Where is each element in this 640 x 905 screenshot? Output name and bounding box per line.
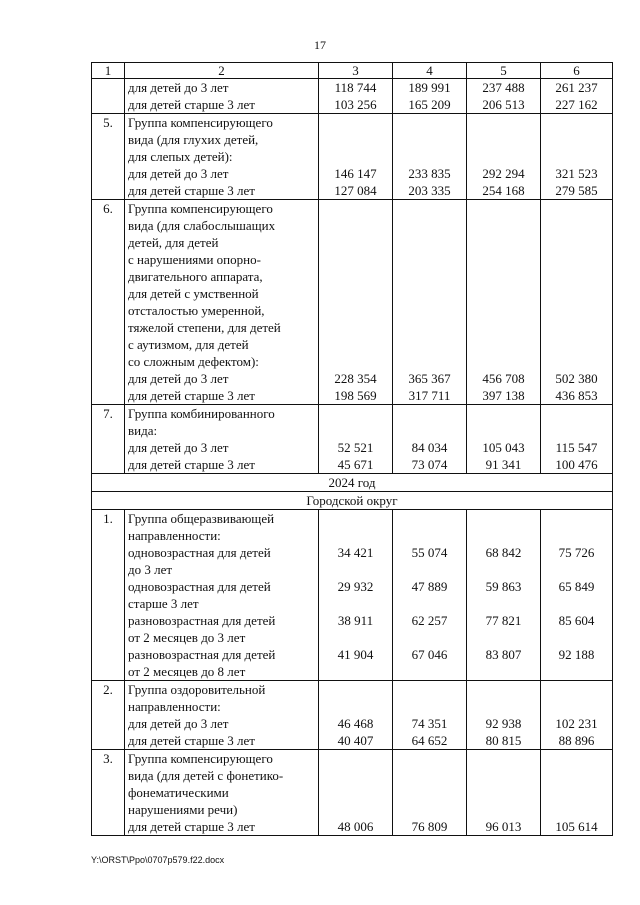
- value-line: 233 835: [408, 166, 451, 181]
- value-line: 115 547: [555, 440, 598, 455]
- row-number-text: 6.: [103, 201, 113, 216]
- value-line: [467, 698, 540, 715]
- value-line: 198 569: [334, 388, 377, 403]
- description-line: для детей старше 3 лет: [128, 733, 255, 748]
- value-line: [467, 353, 540, 370]
- value-line: [319, 784, 392, 801]
- row-number: [92, 510, 125, 681]
- value-line: 59 863: [485, 579, 522, 594]
- value-line: 105 614: [555, 819, 598, 834]
- value-line: [467, 422, 540, 439]
- value-cell: [319, 79, 393, 114]
- value-line: 46 468: [337, 716, 374, 731]
- year-heading-row: [92, 474, 613, 492]
- value-line: [393, 784, 466, 801]
- value-line: [467, 131, 540, 148]
- value-line: [319, 405, 392, 422]
- value-line: 92 188: [558, 647, 595, 662]
- description-line: двигательного аппарата,: [128, 269, 263, 284]
- value-line: [319, 251, 392, 268]
- value-line: [467, 629, 540, 646]
- file-path-footer: Y:\ORST\Ppo\0707p579.f22.docx: [91, 855, 225, 865]
- value-line: [467, 750, 540, 767]
- value-line: [319, 114, 392, 131]
- value-line: [393, 285, 466, 302]
- row-number: [92, 750, 125, 836]
- year-heading: 2024 год: [92, 474, 613, 492]
- value-line: 34 421: [337, 545, 374, 560]
- value-line: [541, 114, 612, 131]
- description-line: для детей до 3 лет: [128, 166, 229, 181]
- value-line: [393, 336, 466, 353]
- value-line: [541, 405, 612, 422]
- value-line: 103 256: [334, 97, 377, 112]
- value-cell: [393, 79, 467, 114]
- value-line: [541, 336, 612, 353]
- value-cell: [319, 681, 393, 750]
- value-line: [393, 663, 466, 680]
- value-line: [319, 663, 392, 680]
- value-line: [319, 148, 392, 165]
- description-line: для детей до 3 лет: [128, 80, 229, 95]
- value-cell: [541, 114, 613, 200]
- value-line: [319, 595, 392, 612]
- value-line: [319, 200, 392, 217]
- value-line: 397 138: [482, 388, 525, 403]
- value-cell: [541, 405, 613, 474]
- value-cell: [541, 681, 613, 750]
- row-description: [125, 681, 319, 750]
- value-line: 84 034: [411, 440, 448, 455]
- column-header: 5: [467, 63, 541, 79]
- description-line: одновозрастная для детей: [128, 579, 271, 594]
- value-line: [319, 268, 392, 285]
- value-line: [541, 561, 612, 578]
- description-line: от 2 месяцев до 8 лет: [128, 664, 246, 679]
- description-line: разновозрастная для детей: [128, 647, 276, 662]
- value-line: 227 162: [555, 97, 598, 112]
- value-line: [319, 422, 392, 439]
- description-line: разновозрастная для детей: [128, 613, 276, 628]
- row-number: [92, 79, 125, 114]
- description-line: для детей до 3 лет: [128, 716, 229, 731]
- value-line: [393, 422, 466, 439]
- description-line: для слепых детей):: [128, 149, 233, 164]
- value-line: [319, 234, 392, 251]
- value-line: [393, 200, 466, 217]
- value-line: [541, 302, 612, 319]
- column-header: 2: [125, 63, 319, 79]
- description-line: для детей старше 3 лет: [128, 819, 255, 834]
- value-line: [393, 561, 466, 578]
- row-number: [92, 405, 125, 474]
- value-line: 88 896: [558, 733, 595, 748]
- value-cell: [319, 750, 393, 836]
- value-line: [541, 595, 612, 612]
- value-line: [393, 405, 466, 422]
- description-line: вида (для детей с фонетико-: [128, 768, 284, 783]
- value-line: 105 043: [482, 440, 525, 455]
- description-line: для детей до 3 лет: [128, 440, 229, 455]
- description-line: Группа компенсирующего: [128, 751, 273, 766]
- row-description: [125, 200, 319, 405]
- value-line: 165 209: [408, 97, 451, 112]
- value-line: [467, 784, 540, 801]
- value-line: [393, 629, 466, 646]
- value-line: 292 294: [482, 166, 525, 181]
- value-line: [467, 285, 540, 302]
- value-line: [541, 510, 612, 527]
- value-line: [319, 629, 392, 646]
- table-row: [92, 200, 613, 405]
- value-line: 321 523: [555, 166, 598, 181]
- value-line: 76 809: [411, 819, 448, 834]
- description-line: Группа комбинированного: [128, 406, 275, 421]
- value-line: 100 476: [555, 457, 598, 472]
- value-line: [467, 595, 540, 612]
- value-cell: [319, 405, 393, 474]
- value-line: 67 046: [411, 647, 448, 662]
- value-line: [467, 114, 540, 131]
- value-line: [467, 302, 540, 319]
- value-cell: [319, 200, 393, 405]
- row-number: [92, 114, 125, 200]
- value-line: [541, 131, 612, 148]
- value-line: 74 351: [411, 716, 448, 731]
- value-cell: [393, 510, 467, 681]
- table-row: [92, 114, 613, 200]
- row-description: [125, 750, 319, 836]
- value-line: 365 367: [408, 371, 451, 386]
- value-line: [393, 353, 466, 370]
- value-line: [319, 767, 392, 784]
- value-line: [467, 405, 540, 422]
- page-number: 17: [314, 38, 326, 52]
- description-line: одновозрастная для детей: [128, 545, 271, 560]
- value-cell: [467, 750, 541, 836]
- row-number-text: 1.: [103, 511, 113, 526]
- value-line: 55 074: [411, 545, 448, 560]
- description-line: вида:: [128, 423, 158, 438]
- value-line: [319, 302, 392, 319]
- description-line: направленности:: [128, 528, 221, 543]
- value-line: [467, 217, 540, 234]
- value-line: 127 084: [334, 183, 377, 198]
- row-number-text: [92, 79, 124, 96]
- description-line: с нарушениями опорно-: [128, 252, 261, 267]
- value-line: 52 521: [337, 440, 374, 455]
- value-cell: [319, 114, 393, 200]
- description-line: Группа общеразвивающей: [128, 511, 275, 526]
- value-line: [319, 336, 392, 353]
- value-line: 502 380: [555, 371, 598, 386]
- value-line: [319, 131, 392, 148]
- value-line: 83 807: [485, 647, 522, 662]
- description-line: тяжелой степени, для детей: [128, 320, 281, 335]
- value-line: [393, 114, 466, 131]
- row-description: [125, 405, 319, 474]
- value-line: [467, 268, 540, 285]
- value-line: [467, 251, 540, 268]
- description-line: до 3 лет: [128, 562, 173, 577]
- value-line: 73 074: [411, 457, 448, 472]
- value-line: 228 354: [334, 371, 377, 386]
- value-cell: [467, 114, 541, 200]
- value-line: [541, 629, 612, 646]
- table-header-row: [92, 63, 613, 79]
- description-line: нарушениями речи): [128, 802, 238, 817]
- value-line: 456 708: [482, 371, 525, 386]
- description-line: для детей старше 3 лет: [128, 388, 255, 403]
- row-number-text: 7.: [103, 406, 113, 421]
- value-line: [467, 319, 540, 336]
- row-number: [92, 200, 125, 405]
- value-line: 96 013: [485, 819, 522, 834]
- value-line: [393, 319, 466, 336]
- value-line: 102 231: [555, 716, 598, 731]
- value-line: 436 853: [555, 388, 598, 403]
- value-cell: [467, 510, 541, 681]
- column-header: 1: [92, 63, 125, 79]
- description-line: для детей с умственной: [128, 286, 259, 301]
- value-line: [393, 698, 466, 715]
- value-line: [541, 234, 612, 251]
- value-line: [393, 595, 466, 612]
- value-line: 261 237: [555, 80, 598, 95]
- value-line: [467, 148, 540, 165]
- value-cell: [393, 114, 467, 200]
- description-line: направленности:: [128, 699, 221, 714]
- value-line: [393, 681, 466, 698]
- value-line: [541, 663, 612, 680]
- value-line: 65 849: [558, 579, 595, 594]
- value-line: 47 889: [411, 579, 448, 594]
- tariff-table: [91, 62, 613, 836]
- value-line: [467, 234, 540, 251]
- value-line: [541, 148, 612, 165]
- value-line: [319, 561, 392, 578]
- value-line: 118 744: [334, 80, 377, 95]
- value-line: [541, 285, 612, 302]
- value-cell: [541, 510, 613, 681]
- value-line: [541, 251, 612, 268]
- value-line: 45 671: [337, 457, 374, 472]
- value-line: [467, 561, 540, 578]
- value-cell: [467, 79, 541, 114]
- value-cell: [541, 750, 613, 836]
- description-line: Группа компенсирующего: [128, 115, 273, 130]
- value-cell: [467, 405, 541, 474]
- value-line: [393, 234, 466, 251]
- description-line: для детей до 3 лет: [128, 371, 229, 386]
- value-line: [467, 200, 540, 217]
- value-line: [319, 353, 392, 370]
- row-number-text: 5.: [103, 115, 113, 130]
- column-header: 4: [393, 63, 467, 79]
- value-line: 146 147: [334, 166, 377, 181]
- row-number-text: 2.: [103, 682, 113, 697]
- description-line: для детей старше 3 лет: [128, 457, 255, 472]
- value-line: 92 938: [485, 716, 522, 731]
- description-line: отсталостью умеренной,: [128, 303, 265, 318]
- value-line: [467, 767, 540, 784]
- description-line: фонематическими: [128, 785, 229, 800]
- value-cell: [541, 79, 613, 114]
- value-line: [467, 801, 540, 818]
- value-line: [541, 268, 612, 285]
- value-line: 40 407: [337, 733, 374, 748]
- value-line: 41 904: [337, 647, 374, 662]
- description-line: Группа компенсирующего: [128, 201, 273, 216]
- row-number-text: 3.: [103, 751, 113, 766]
- description-line: со сложным дефектом):: [128, 354, 259, 369]
- value-line: [319, 801, 392, 818]
- value-line: 85 604: [558, 613, 595, 628]
- value-line: [393, 251, 466, 268]
- row-description: [125, 114, 319, 200]
- value-line: [393, 750, 466, 767]
- value-line: [541, 767, 612, 784]
- value-line: [541, 698, 612, 715]
- table-row: [92, 510, 613, 681]
- value-line: [319, 681, 392, 698]
- description-line: от 2 месяцев до 3 лет: [128, 630, 246, 645]
- description-line: Группа оздоровительной: [128, 682, 266, 697]
- value-line: [393, 801, 466, 818]
- value-line: [541, 681, 612, 698]
- value-line: [467, 681, 540, 698]
- value-line: [541, 750, 612, 767]
- table-row: [92, 750, 613, 836]
- value-line: [319, 217, 392, 234]
- value-line: [541, 801, 612, 818]
- value-cell: [541, 200, 613, 405]
- value-line: [541, 200, 612, 217]
- value-line: [319, 527, 392, 544]
- value-line: 29 932: [337, 579, 374, 594]
- value-line: [393, 268, 466, 285]
- column-header: 3: [319, 63, 393, 79]
- value-line: [393, 148, 466, 165]
- value-line: [393, 131, 466, 148]
- value-line: [541, 422, 612, 439]
- value-cell: [319, 510, 393, 681]
- value-cell: [393, 405, 467, 474]
- value-line: 279 585: [555, 183, 598, 198]
- description-line: старше 3 лет: [128, 596, 199, 611]
- description-line: для детей старше 3 лет: [128, 97, 255, 112]
- value-line: [467, 336, 540, 353]
- value-line: [393, 510, 466, 527]
- value-line: [541, 353, 612, 370]
- value-line: [393, 217, 466, 234]
- value-line: 206 513: [482, 97, 525, 112]
- value-cell: [393, 750, 467, 836]
- value-line: 68 842: [485, 545, 522, 560]
- value-line: [541, 319, 612, 336]
- description-line: с аутизмом, для детей: [128, 337, 249, 352]
- value-line: [319, 698, 392, 715]
- value-cell: [467, 200, 541, 405]
- district-heading: Городской округ: [92, 492, 613, 510]
- value-line: [541, 527, 612, 544]
- value-line: 64 652: [411, 733, 448, 748]
- value-line: 38 911: [337, 613, 374, 628]
- column-header: 6: [541, 63, 613, 79]
- value-line: [393, 527, 466, 544]
- value-line: [319, 319, 392, 336]
- description-line: детей, для детей: [128, 235, 219, 250]
- value-cell: [393, 200, 467, 405]
- value-line: 254 168: [482, 183, 525, 198]
- value-line: [467, 527, 540, 544]
- row-number: [92, 681, 125, 750]
- value-cell: [393, 681, 467, 750]
- value-line: [319, 750, 392, 767]
- table-row: [92, 79, 613, 114]
- value-line: 77 821: [485, 613, 522, 628]
- value-line: [393, 302, 466, 319]
- value-line: 48 006: [337, 819, 374, 834]
- description-line: вида (для глухих детей,: [128, 132, 259, 147]
- value-line: [319, 285, 392, 302]
- value-line: 80 815: [485, 733, 522, 748]
- value-line: 189 991: [408, 80, 451, 95]
- value-line: [467, 510, 540, 527]
- value-line: 62 257: [411, 613, 448, 628]
- row-description: [125, 79, 319, 114]
- value-line: [467, 663, 540, 680]
- value-line: [393, 767, 466, 784]
- value-line: 91 341: [485, 457, 522, 472]
- description-line: вида (для слабослышащих: [128, 218, 276, 233]
- value-line: 203 335: [408, 183, 451, 198]
- description-line: для детей старше 3 лет: [128, 183, 255, 198]
- table-row: [92, 681, 613, 750]
- district-heading-row: [92, 492, 613, 510]
- value-line: [319, 510, 392, 527]
- value-line: 237 488: [482, 80, 525, 95]
- value-line: 75 726: [558, 545, 595, 560]
- table-row: [92, 405, 613, 474]
- value-cell: [467, 681, 541, 750]
- row-description: [125, 510, 319, 681]
- value-line: [541, 217, 612, 234]
- value-line: 317 711: [408, 388, 451, 403]
- value-line: [541, 784, 612, 801]
